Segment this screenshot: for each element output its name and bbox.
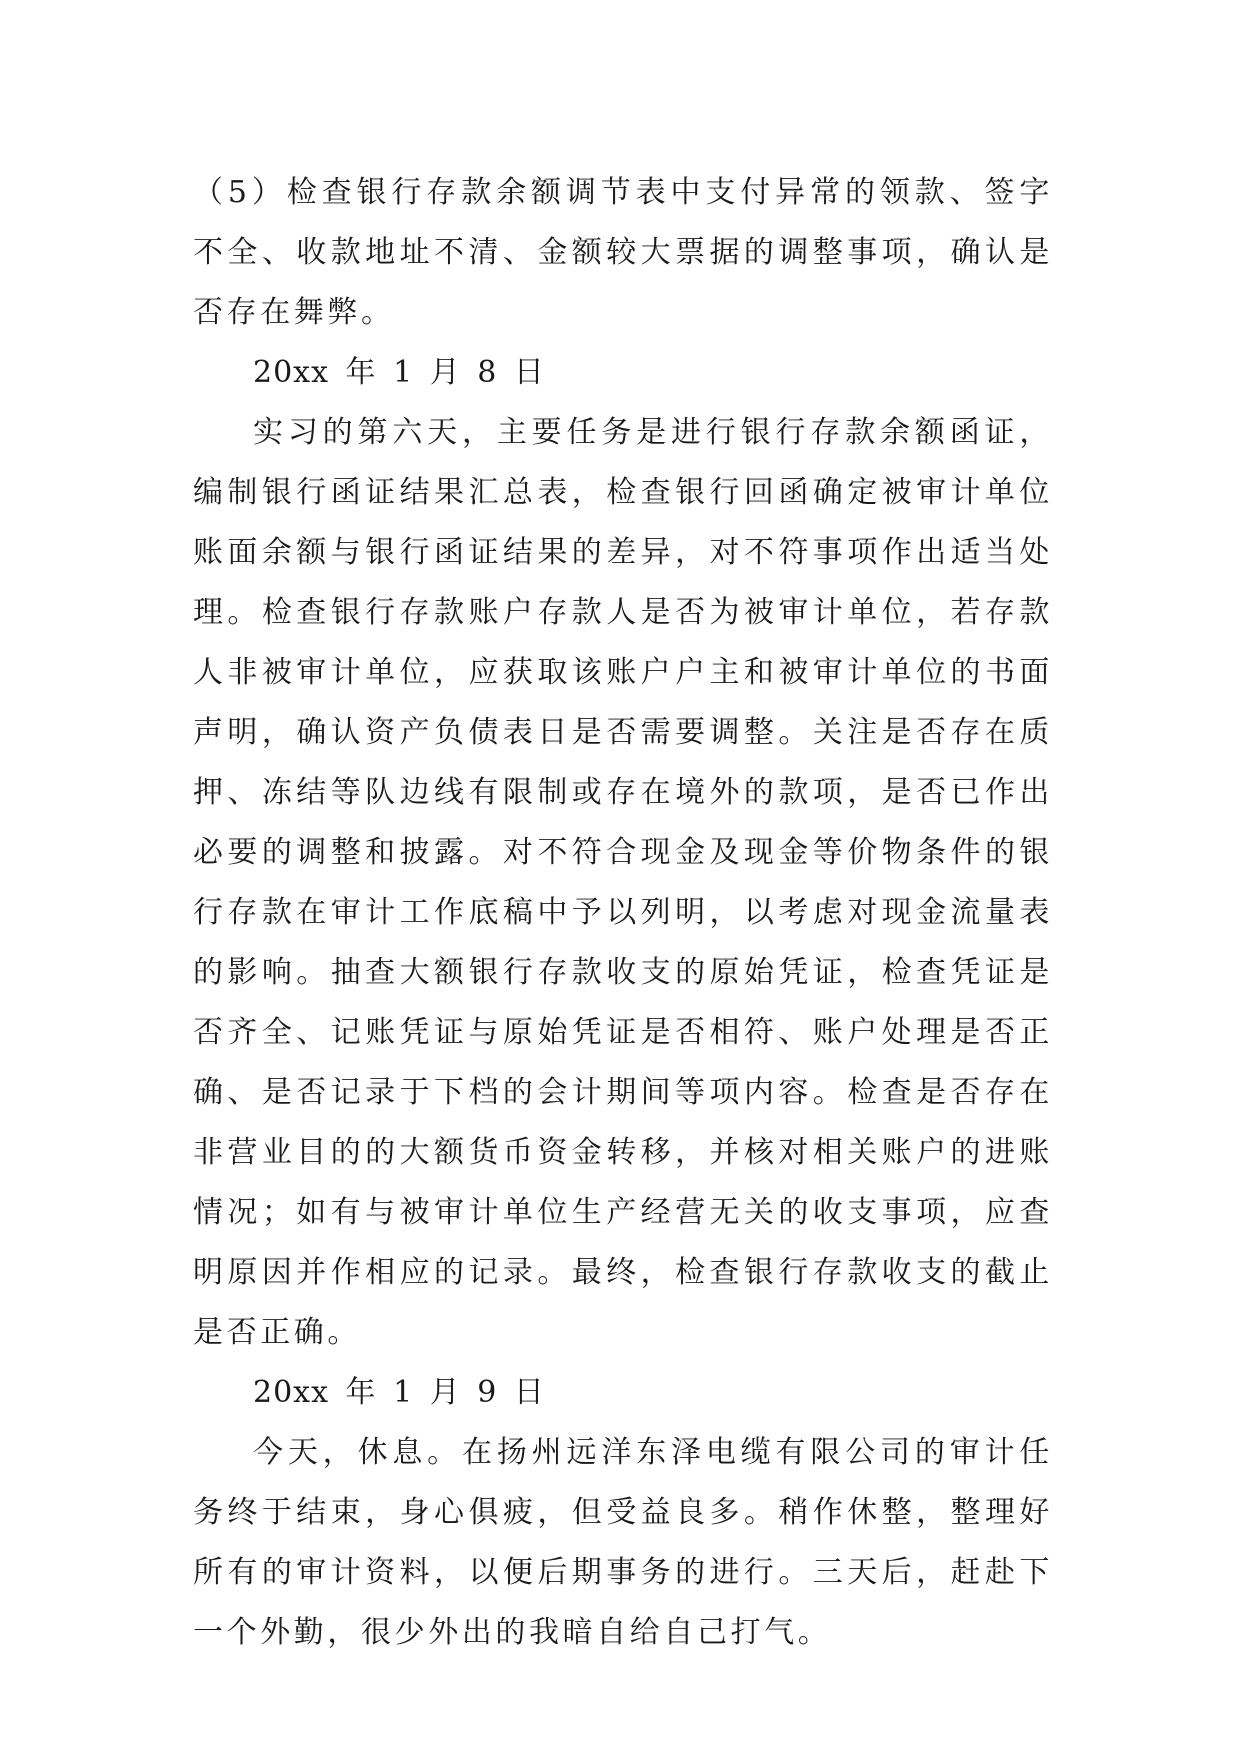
paragraph-day-6: 实习的第六天，主要任务是进行银行存款余额函证，编制银行函证结果汇总表，检查银行回函确定被审计单位账面余额与银行函证结果的差异，对不符事项作出适当处理。检查银行存款账户存款人是否为被审计单位，若存款人非被审计单位，应获取该账户户主和被审计单位的书面声明，确认资产负债表日是否需要调整。关注是否存在质押、冻结等队边线有限制或存在境外的款项，是否已作出必要的调整和披露。对不符合现金及现金等价物条件的银行存款在审计工作底稿中予以列明，以考虑对现金流量表的影响。抽查大额银行存款收支的原始凭证，检查凭证是否齐全、记账凭证与原始凭证是否相符、账户处理是否正确、是否记录于下档的会计期间等项内容。检查是否存在非营业目的的大额货币资金转移，并核对相关账户的进账情况；如有与被审计单位生产经营无关的收支事项，应查明原因并作相应的记录。最终，检查银行存款收支的截止是否正确。 xyxy=(193,415,1053,1350)
paragraph-item-5: （5）检查银行存款余额调节表中支付异常的领款、签字不全、收款地址不清、金额较大票据的调整事项，确认是否存在舞弊。 xyxy=(193,175,1053,330)
date-heading-jan-9: 20xx 年 1 月 9 日 xyxy=(253,1375,545,1410)
document-body xyxy=(193,163,1053,1663)
paragraph-day-7: 今天，休息。在扬州远洋东泽电缆有限公司的审计任务终于结束，身心俱疲，但受益良多。稍作休整，整理好所有的审计资料，以便后期事务的进行。三天后，赶赴下一个外勤，很少外出的我暗自给自己打气。 xyxy=(193,1435,1053,1650)
date-heading-jan-8: 20xx 年 1 月 8 日 xyxy=(253,355,545,390)
